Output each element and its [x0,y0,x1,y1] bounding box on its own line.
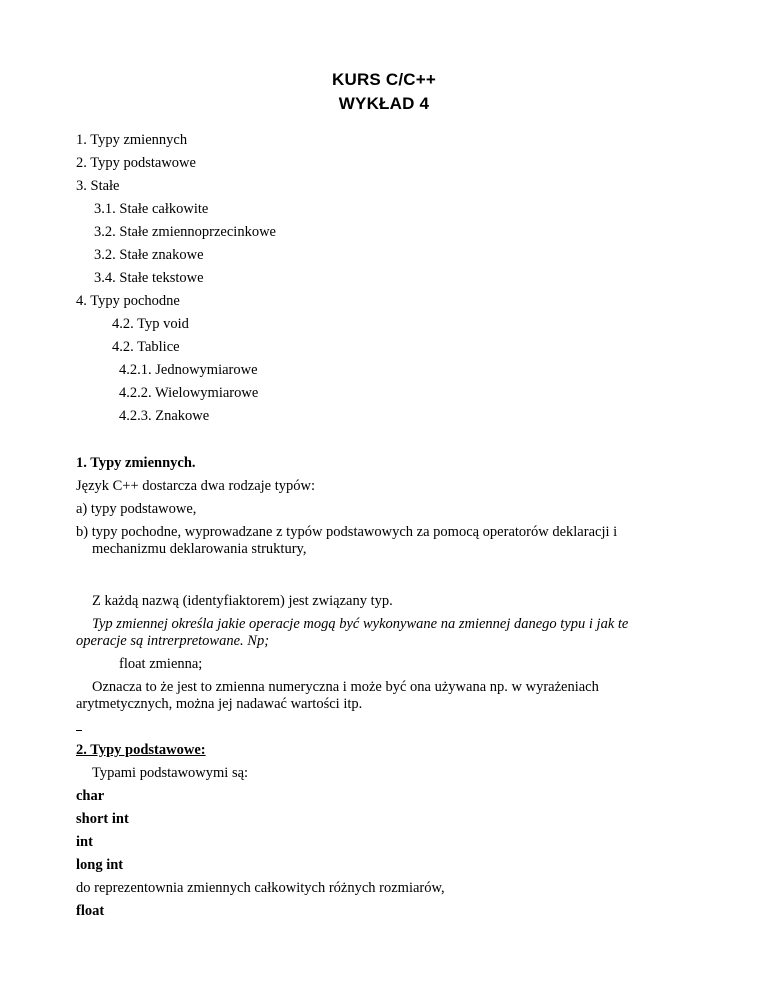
toc-subitem: 3.2. Stałe zmiennoprzecinkowe [94,224,276,240]
toc-subitem: 4.2. Typ void [112,316,189,332]
toc-item: 4. Typy pochodne [76,293,180,309]
section-heading: 1. Typy zmiennych. [76,455,196,471]
paragraph: do reprezentownia zmiennych całkowitych różnych rozmiarów, [76,880,445,896]
toc-subitem: 4.2. Tablice [112,339,180,355]
paragraph: Oznacza to że jest to zmienna numeryczna i może być ona używana np. w wyrażeniach [92,679,599,695]
toc-subsubitem: 4.2.2. Wielowymiarowe [119,385,259,401]
italic-paragraph-continuation: operacje są intrerpretowane. Np; [76,633,270,649]
type-keyword: long int [76,857,124,873]
toc-item: 2. Typy podstawowe [76,155,196,171]
paragraph: Język C++ dostarcza dwa rodzaje typów: [76,478,316,494]
document-subtitle: WYKŁAD 4 [338,94,430,113]
paragraph: Z każdą nazwą (identyfiaktorem) jest związany typ. [92,593,393,609]
type-keyword: short int [76,811,129,827]
document-title: KURS C/C++ [331,70,437,89]
toc-subitem: 3.2. Stałe znakowe [94,247,204,263]
list-item: a) typy podstawowe, [76,501,197,517]
section-heading: 2. Typy podstawowe: [76,742,206,758]
toc-subitem: 3.4. Stałe tekstowe [94,270,204,286]
toc-item: 1. Typy zmiennych [76,132,188,148]
type-keyword: int [76,834,93,850]
paragraph-continuation: arytmetycznych, można jej nadawać wartości itp. [76,696,363,712]
stray-underscore [76,730,82,731]
type-keyword: char [76,788,105,804]
toc-subsubitem: 4.2.1. Jednowymiarowe [119,362,258,378]
toc-subsubitem: 4.2.3. Znakowe [119,408,210,424]
toc-subitem: 3.1. Stałe całkowite [94,201,209,217]
italic-paragraph: Typ zmiennej określa jakie operacje mogą być wykonywane na zmiennej danego typu i jak te [92,616,629,632]
paragraph: Typami podstawowymi są: [92,765,249,781]
toc-item: 3. Stałe [76,178,120,194]
type-keyword: float [76,903,105,919]
list-item: b) typy pochodne, wyprowadzane z typów podstawowych za pomocą operatorów deklaracji i [76,524,618,540]
code-example: float zmienna; [119,656,203,672]
list-item-continuation: mechanizmu deklarowania struktury, [92,541,307,557]
